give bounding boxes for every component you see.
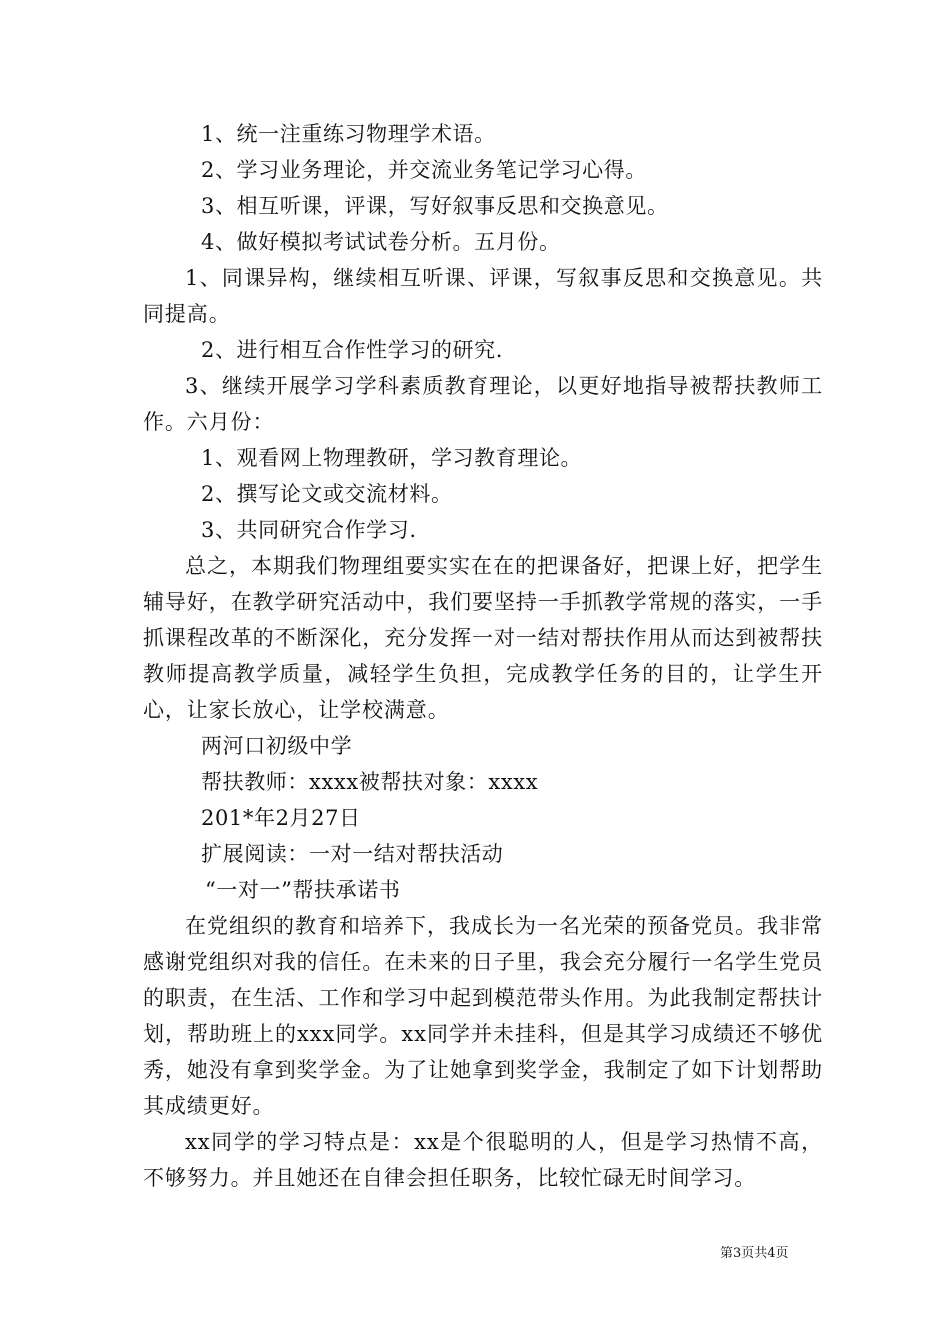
- document-body: [143, 116, 823, 1196]
- extended-reading-heading: 扩展阅读：一对一结对帮扶活动: [201, 842, 504, 866]
- school-name: 两河口初级中学: [201, 734, 353, 758]
- plan-item-april-2: 2、学习业务理论，并交流业务笔记学习心得。: [201, 158, 647, 182]
- plan-item-april-1: 1、统一注重练习物理学术语。: [201, 122, 496, 146]
- plan-item-april-3: 3、相互听课，评课，写好叙事反思和交换意见。: [201, 194, 669, 218]
- pledge-title: “一对一”帮扶承诺书: [205, 878, 401, 902]
- plan-item-june-1: 1、观看网上物理教研，学习教育理论。: [201, 446, 583, 470]
- document-date: 201*年2月27日: [201, 806, 361, 830]
- plan-item-june-2: 2、撰写论文或交流材料。: [201, 482, 453, 506]
- plan-item-may-1: 1、同课异构，继续相互听课、评课，写叙事反思和交换意见。共同提高。: [143, 266, 823, 326]
- page-number: 第3页共4页: [720, 1246, 789, 1261]
- plan-item-june-3: 3、共同研究合作学习.: [201, 518, 417, 542]
- plan-item-april-4: 4、做好模拟考试试卷分析。五月份。: [201, 230, 561, 254]
- pledge-paragraph-1: 在党组织的教育和培养下，我成长为一名光荣的预备党员。我非常感谢党组织对我的信任。在未来的日子里，我会充分履行一名学生党员的职责，在生活、工作和学习中起到模范带头作用。为此我制定帮扶计划，帮助班上的xxx同学。xx同学并未挂科，但是其学习成绩还不够优秀，她没有拿到奖学金。为了让她拿到奖学金，我制定了如下计划帮助其成绩更好。: [143, 914, 823, 1118]
- pledge-paragraph-2: xx同学的学习特点是：xx是个很聪明的人，但是学习热情不高，不够努力。并且她还在自律会担任职务，比较忙碌无时间学习。: [143, 1130, 823, 1190]
- summary-paragraph: 总之，本期我们物理组要实实在在的把课备好，把课上好，把学生辅导好，在教学研究活动中，我们要坚持一手抓教学常规的落实，一手抓课程改革的不断深化，充分发挥一对一结对帮扶作用从而达到被帮扶教师提高教学质量，减轻学生负担，完成教学任务的目的，让学生开心，让家长放心，让学校满意。: [143, 554, 823, 722]
- plan-item-may-2: 2、进行相互合作性学习的研究.: [201, 338, 504, 362]
- teacher-info: 帮扶教师：xxxx被帮扶对象：xxxx: [201, 770, 539, 794]
- plan-item-may-3: 3、继续开展学习学科素质教育理论，以更好地指导被帮扶教师工作。六月份：: [143, 374, 823, 434]
